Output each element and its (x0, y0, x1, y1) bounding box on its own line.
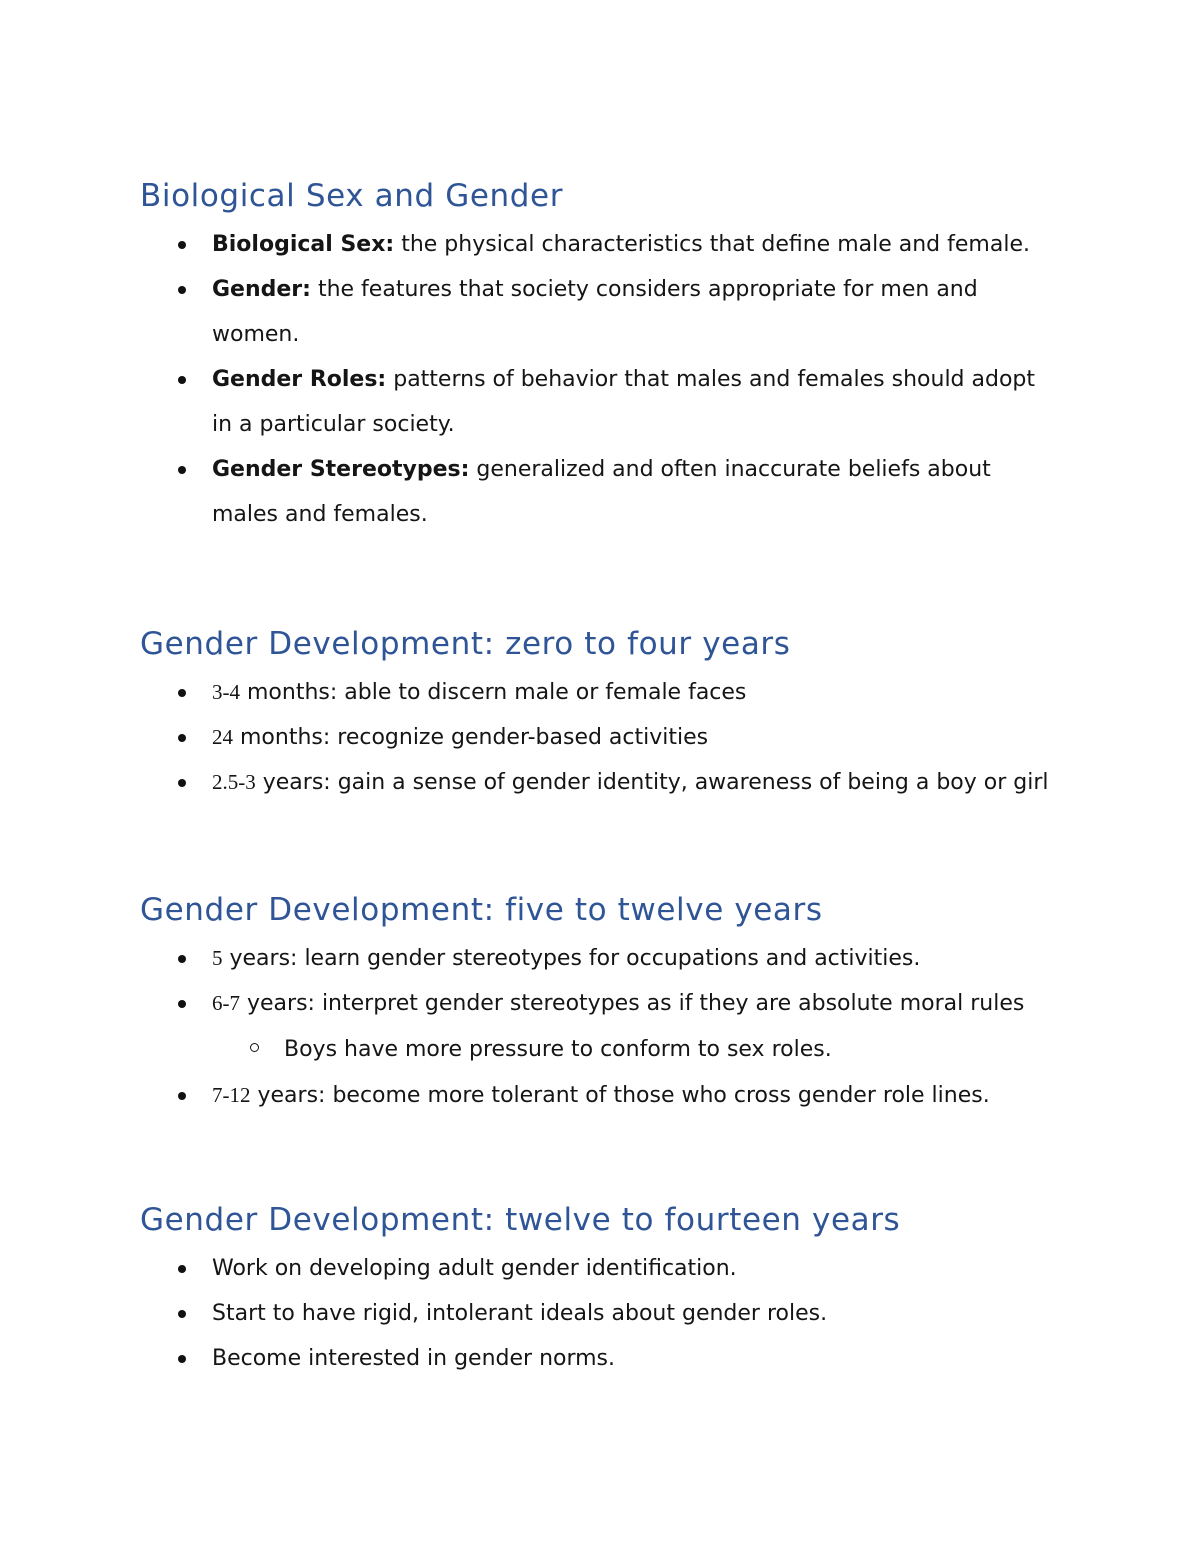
item-text: years: become more tolerant of those who cross gender role lines. (250, 1083, 990, 1108)
age-number: 7-12 (212, 1083, 251, 1107)
item-text: years: learn gender stereotypes for occupations and activities. (222, 946, 921, 971)
list-item (140, 760, 1052, 805)
list-item (140, 670, 1052, 715)
item-text: months: able to discern male or female faces (240, 680, 747, 705)
item-text: years: gain a sense of gender identity, awareness of being a boy or girl (255, 770, 1049, 795)
list-item (140, 715, 1052, 760)
item-text: generalized and often inaccurate beliefs about males and females. (212, 457, 991, 527)
section-five-to-twelve-years (140, 890, 1100, 1118)
item-text: the features that society considers appropriate for men and women. (212, 277, 978, 347)
age-number: 3-4 (212, 680, 240, 704)
term-label: Biological Sex: (212, 232, 395, 257)
section-twelve-to-fourteen-years (140, 1200, 1100, 1381)
list-item (140, 447, 1052, 537)
section-heading: Gender Development: twelve to fourteen years (140, 1202, 901, 1238)
item-text: years: interpret gender stereotypes as if they are absolute moral rules (240, 991, 1025, 1016)
section-heading: Biological Sex and Gender (140, 178, 564, 214)
list-item (140, 357, 1052, 447)
item-text: the physical characteristics that define male and female. (394, 232, 1030, 257)
item-text: patterns of behavior that males and females should adopt in a particular society. (212, 367, 1036, 437)
bullet-list (140, 1246, 1100, 1381)
list-item (140, 222, 1052, 267)
section-heading: Gender Development: zero to four years (140, 626, 791, 662)
list-item (140, 936, 1052, 981)
list-item: Start to have rigid, intolerant ideals about gender roles. (140, 1291, 1052, 1336)
list-item: Become interested in gender norms. (140, 1336, 1052, 1381)
list-item (140, 1073, 1052, 1118)
term-label: Gender: (212, 277, 311, 302)
sub-list (140, 1026, 1052, 1073)
list-item (140, 267, 1052, 357)
age-number: 2.5-3 (212, 770, 256, 794)
age-number: 6-7 (212, 991, 240, 1015)
sub-list-item: Boys have more pressure to conform to sex roles. (212, 1026, 1052, 1073)
term-label: Gender Stereotypes: (212, 457, 470, 482)
age-number: 5 (212, 946, 223, 970)
section-heading: Gender Development: five to twelve years (140, 892, 823, 928)
term-label: Gender Roles: (212, 367, 387, 392)
bullet-list (140, 670, 1100, 805)
section-zero-to-four-years (140, 624, 1100, 805)
list-item (140, 981, 1052, 1073)
list-item: Work on developing adult gender identification. (140, 1246, 1052, 1291)
bullet-list (140, 222, 1100, 537)
age-number: 24 (212, 725, 233, 749)
item-text: months: recognize gender-based activities (233, 725, 709, 750)
bullet-list (140, 936, 1100, 1118)
section-biological-sex-and-gender (140, 176, 1100, 537)
